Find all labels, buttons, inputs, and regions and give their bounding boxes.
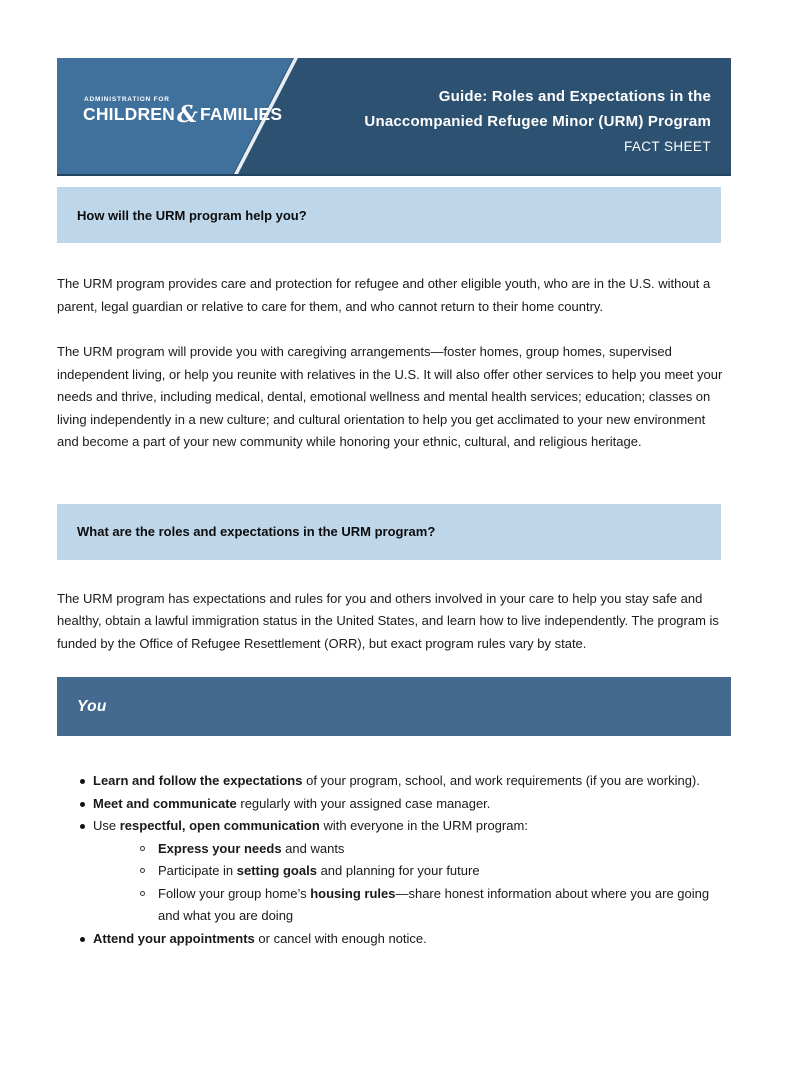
bullet-circle-icon bbox=[140, 891, 145, 896]
list-item-text: Attend your appointments or cancel with enough notice. bbox=[93, 930, 427, 946]
list-item-text: Participate in setting goals and planning for your future bbox=[158, 863, 480, 878]
paragraph-program-services: The URM program will provide you with caregiving arrangements—foster homes, group homes, supervised independent living, or help you reunite with relatives in the U.S. It will also offer other services to help you meet your needs and thrive, including medical, dental, emotional wellness and mental health services; education; classes on living independently in a new culture; and cultural orientation to help you get acclimated to your new environment and become a part of your new community while honoring your ethnic, cultural, and religious heritage. bbox=[57, 344, 723, 449]
bullet-dot-icon bbox=[80, 937, 85, 942]
logo-word-families: FAMILIES bbox=[199, 103, 283, 124]
section-heading-roles bbox=[57, 504, 721, 560]
you-banner bbox=[57, 677, 731, 736]
list-item bbox=[57, 815, 729, 928]
sub-list-item bbox=[93, 860, 729, 883]
document-title-block bbox=[364, 84, 711, 159]
document-title-line-1: Guide: Roles and Expectations in the bbox=[438, 88, 711, 105]
acf-logo bbox=[83, 96, 283, 129]
list-item-text: Use respectful, open communication with everyone in the URM program: bbox=[93, 818, 528, 833]
bullet-dot-icon bbox=[80, 779, 85, 784]
list-item-text: Meet and communicate regularly with your assigned case manager. bbox=[93, 795, 491, 811]
sub-list-item bbox=[93, 838, 729, 861]
document-title-line-2: Unaccompanied Refugee Minor (URM) Program bbox=[364, 113, 711, 130]
section-heading-text: What are the roles and expectations in the URM program? bbox=[77, 524, 436, 539]
bullet-dot-icon bbox=[80, 802, 85, 807]
logo-eyebrow-text: ADMINISTRATION FOR bbox=[84, 96, 170, 103]
logo-main-text: CHILDREN & FAMILIES bbox=[83, 101, 283, 129]
list-item bbox=[57, 770, 729, 793]
section-heading-text: How will the URM program help you? bbox=[77, 207, 307, 223]
you-banner-label: You bbox=[77, 697, 107, 715]
paragraph-expectations-overview: The URM program has expectations and rules for you and others involved in your care to help you stay safe and healthy, obtain a lawful immigration status in the United States, and learn how to live independently. The program is funded by the Office of Refugee Resettlement (ORR), but exact program rules vary by state. bbox=[57, 590, 719, 651]
list-item bbox=[57, 928, 729, 951]
document-subtitle: FACT SHEET bbox=[623, 139, 711, 154]
bullet-dot-icon bbox=[80, 824, 85, 829]
list-item-text: Learn and follow the expectations of your program, school, and work requirements (if you are working). bbox=[93, 773, 700, 788]
sub-list-item bbox=[93, 883, 729, 928]
logo-word-children: CHILDREN bbox=[83, 103, 176, 124]
section-heading-help bbox=[57, 187, 721, 243]
paragraph-program-overview: The URM program provides care and protection for refugee and other eligible youth, who are in the U.S. without a parent, legal guardian or relative to care for them, and who cannot return to their home country. bbox=[57, 276, 711, 314]
list-item-text: Follow your group home’s housing rules—share honest information about where you are going and what you are doing bbox=[158, 885, 710, 923]
header-banner bbox=[57, 58, 731, 176]
bullet-circle-icon bbox=[140, 868, 145, 873]
sub-list bbox=[93, 838, 729, 928]
list-item bbox=[57, 793, 729, 816]
list-item-text: Express your needs and wants bbox=[158, 840, 345, 856]
bullet-circle-icon bbox=[140, 846, 145, 851]
fact-sheet-page bbox=[57, 58, 731, 950]
expectations-list bbox=[57, 770, 729, 950]
